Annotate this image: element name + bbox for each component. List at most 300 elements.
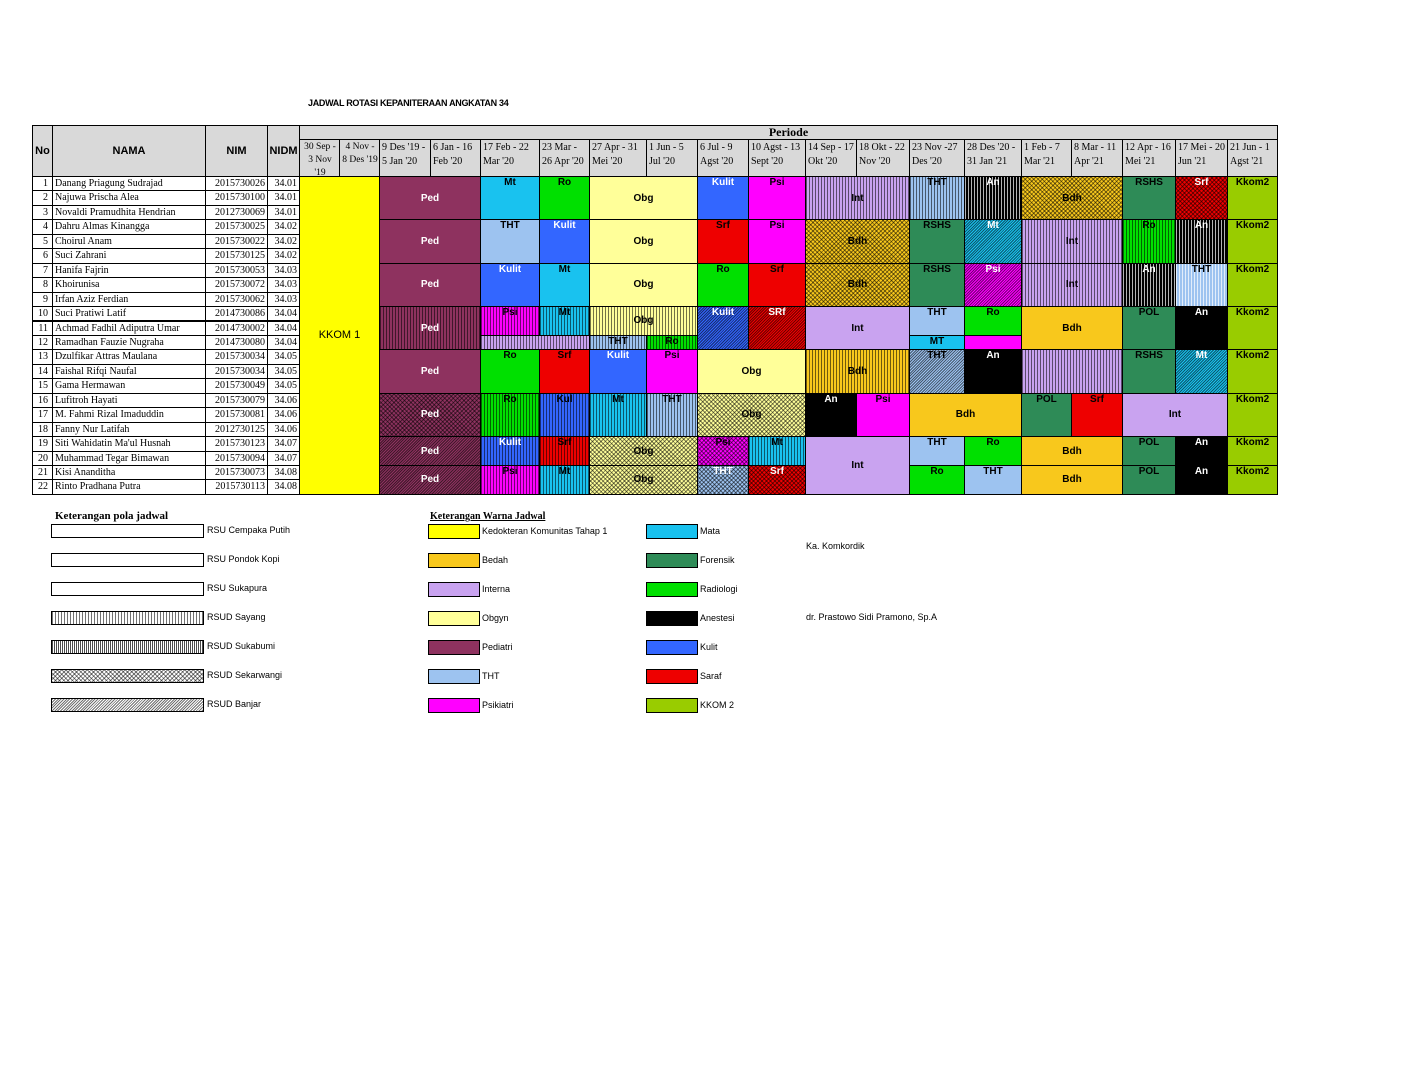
rotation-label: Psi xyxy=(985,263,1001,275)
rotation-label: Ped xyxy=(420,322,440,334)
rotation-block[interactable] xyxy=(480,263,540,307)
rotation-label: Obg xyxy=(633,315,654,327)
rotation-block[interactable] xyxy=(480,349,540,393)
table-cell-nama: Dahru Almas Kinangga xyxy=(52,219,206,234)
rotation-block[interactable] xyxy=(1021,176,1123,220)
legend-label: Interna xyxy=(482,584,511,594)
table-cell-nidm: 34.01 xyxy=(267,190,300,205)
rotation-block[interactable] xyxy=(964,349,1022,393)
rotation-block[interactable] xyxy=(1122,176,1176,220)
rotation-block[interactable] xyxy=(1227,436,1278,466)
rotation-block[interactable] xyxy=(748,436,806,466)
rotation-block[interactable] xyxy=(964,306,1022,336)
table-cell-no: 6 xyxy=(32,248,53,263)
legend-swatch xyxy=(51,553,204,567)
table-cell-nama: Siti Wahidatin Ma'ul Husnah xyxy=(52,436,206,451)
rotation-block[interactable] xyxy=(856,393,910,437)
rotation-label: Ped xyxy=(420,192,440,204)
legend-pattern-title: Keterangan pola jadwal xyxy=(55,510,169,522)
rotation-block[interactable] xyxy=(1071,393,1123,437)
rotation-block[interactable] xyxy=(379,465,481,495)
table-cell-nama: Najuwa Prischa Alea xyxy=(52,190,206,205)
rotation-block[interactable] xyxy=(1021,436,1123,466)
legend-swatch xyxy=(428,553,480,568)
rotation-block[interactable] xyxy=(1175,176,1228,220)
rotation-label: Bdh xyxy=(1062,192,1082,204)
rotation-label: Ro xyxy=(930,466,944,477)
table-cell-nim: 2015730123 xyxy=(205,436,268,451)
rotation-block[interactable] xyxy=(1227,306,1278,350)
rotation-block[interactable] xyxy=(964,263,1022,307)
rotation-label: THT xyxy=(927,350,947,362)
rotation-label: Int xyxy=(851,459,864,471)
table-cell-nama: Khoirunisa xyxy=(52,277,206,292)
rotation-label: Ro xyxy=(986,307,1000,319)
legend-label: RSU Sukapura xyxy=(207,583,268,593)
legend-label: THT xyxy=(482,671,500,681)
rotation-block[interactable] xyxy=(646,393,698,437)
rotation-block[interactable] xyxy=(1122,393,1228,437)
rotation-label: Bdh xyxy=(955,409,976,421)
rotation-block[interactable] xyxy=(379,349,481,393)
rotation-block[interactable] xyxy=(1122,465,1176,495)
rotation-label: Ped xyxy=(420,236,440,248)
table-cell-nidm: 34.04 xyxy=(267,306,300,321)
rotation-block[interactable] xyxy=(748,306,806,350)
legend-label: Bedah xyxy=(482,555,509,565)
rotation-label: Psi xyxy=(875,393,891,405)
legend-label: RSU Pondok Kopi xyxy=(207,554,280,564)
rotation-label: Kulit xyxy=(606,350,630,362)
rotation-block[interactable] xyxy=(480,335,590,350)
rotation-label: Mt xyxy=(558,307,571,319)
rotation-label: RSHS xyxy=(1135,350,1163,362)
rotation-block[interactable] xyxy=(909,436,965,466)
table-cell-no: 22 xyxy=(32,479,53,494)
rotation-block[interactable] xyxy=(1175,465,1228,495)
period-header: 10 Agst - 13 Sept '20 xyxy=(748,139,806,177)
rotation-block[interactable] xyxy=(909,335,965,350)
legend-swatch xyxy=(646,582,698,597)
rotation-block[interactable] xyxy=(480,176,540,220)
rotation-label: Int xyxy=(851,192,864,204)
rotation-block[interactable] xyxy=(697,176,749,220)
table-cell-nim: 2015730100 xyxy=(205,190,268,205)
table-cell-nama: Suci Pratiwi Latif xyxy=(52,306,206,321)
rotation-block[interactable] xyxy=(379,306,481,350)
period-header: 4 Nov - 8 Des '19 xyxy=(339,139,380,177)
rotation-label: POL xyxy=(1138,466,1160,477)
rotation-label: Ro xyxy=(503,350,517,362)
rotation-label: Int xyxy=(851,322,864,334)
table-cell-nama: Rinto Pradhana Putra xyxy=(52,479,206,494)
rotation-block[interactable] xyxy=(589,176,698,220)
table-cell-no: 20 xyxy=(32,451,53,466)
period-header: 1 Jun - 5 Jul '20 xyxy=(646,139,698,177)
rotation-block[interactable] xyxy=(805,263,910,307)
rotation-label: An xyxy=(1194,220,1209,232)
rotation-block[interactable] xyxy=(697,263,749,307)
table-cell-nim: 2015730094 xyxy=(205,451,268,466)
table-cell-nidm: 34.01 xyxy=(267,176,300,191)
rotation-label: Srf xyxy=(557,350,572,362)
table-cell-nim: 2015730025 xyxy=(205,219,268,234)
rotation-label: An xyxy=(986,350,1000,362)
rotation-label: Bdh xyxy=(1062,322,1082,334)
legend-label: Forensik xyxy=(700,555,735,565)
rotation-label: THT xyxy=(713,466,733,477)
table-cell-nidm: 34.01 xyxy=(267,205,300,220)
rotation-block[interactable] xyxy=(964,465,1022,495)
rotation-block[interactable] xyxy=(589,465,698,495)
table-cell-nim: 2015730062 xyxy=(205,292,268,307)
rotation-label: Mt xyxy=(612,393,624,405)
table-cell-no: 14 xyxy=(32,364,53,379)
legend-label: RSUD Sayang xyxy=(207,612,266,622)
rotation-label: THT xyxy=(500,220,520,232)
rotation-label: THT xyxy=(927,177,947,188)
rotation-block[interactable] xyxy=(480,465,540,495)
rotation-label: An xyxy=(1194,466,1209,477)
period-header: 6 Jul - 9 Agst '20 xyxy=(697,139,749,177)
table-cell-nidm: 34.03 xyxy=(267,277,300,292)
rotation-block[interactable] xyxy=(589,306,698,336)
rotation-block[interactable] xyxy=(1227,219,1278,263)
rotation-label: Srf xyxy=(1194,177,1209,188)
rotation-block[interactable] xyxy=(805,306,910,350)
rotation-block[interactable] xyxy=(1122,219,1176,263)
rotation-block[interactable] xyxy=(1175,263,1228,307)
rotation-block[interactable] xyxy=(539,176,590,220)
rotation-block[interactable] xyxy=(589,335,647,350)
rotation-block[interactable] xyxy=(748,219,806,263)
table-cell-nidm: 34.06 xyxy=(267,393,300,408)
rotation-block[interactable] xyxy=(480,306,540,336)
rotation-block[interactable] xyxy=(539,436,590,466)
rotation-label: Kkom2 xyxy=(1235,393,1270,405)
table-cell-nama: Danang Priagung Sudrajad xyxy=(52,176,206,191)
rotation-block[interactable] xyxy=(697,393,806,437)
rotation-label: THT xyxy=(927,307,947,319)
table-cell-nama: Faishal Rifqi Naufal xyxy=(52,364,206,379)
table-cell-no: 8 xyxy=(32,277,53,292)
table-cell-nim: 2015730081 xyxy=(205,407,268,422)
table-cell-nama: Kisi Ananditha xyxy=(52,465,206,480)
rotation-block[interactable] xyxy=(1021,263,1123,307)
period-header: 17 Feb - 22 Mar '20 xyxy=(480,139,540,177)
rotation-block[interactable] xyxy=(379,393,481,437)
table-cell-no: 11 xyxy=(32,321,53,336)
rotation-block[interactable] xyxy=(909,176,965,220)
table-cell-no: 12 xyxy=(32,335,53,350)
rotation-block[interactable] xyxy=(589,263,698,307)
rotation-block[interactable] xyxy=(1021,465,1123,495)
table-cell-nidm: 34.03 xyxy=(267,263,300,278)
rotation-block[interactable] xyxy=(964,436,1022,466)
header-periode: Periode xyxy=(299,125,1278,140)
table-cell-nim: 2015730022 xyxy=(205,234,268,249)
rotation-label: Int xyxy=(1168,409,1182,421)
table-cell-no: 21 xyxy=(32,465,53,480)
period-header: 8 Mar - 11 Apr '21 xyxy=(1071,139,1123,177)
rotation-block[interactable] xyxy=(1021,219,1123,263)
rotation-block[interactable] xyxy=(1227,263,1278,307)
rotation-label: POL xyxy=(1036,393,1057,405)
period-header: 18 Okt - 22 Nov '20 xyxy=(856,139,910,177)
table-cell-no: 18 xyxy=(32,422,53,437)
table-cell-no: 3 xyxy=(32,205,53,220)
rotation-block[interactable] xyxy=(379,176,481,220)
rotation-block[interactable] xyxy=(1175,436,1228,466)
table-cell-nim: 2015730034 xyxy=(205,364,268,379)
rotation-block[interactable] xyxy=(1021,349,1123,393)
rotation-block[interactable] xyxy=(805,436,910,495)
table-cell-nim: 2015730072 xyxy=(205,277,268,292)
table-cell-no: 13 xyxy=(32,349,53,364)
rotation-block[interactable] xyxy=(909,219,965,263)
table-cell-nidm: 34.02 xyxy=(267,248,300,263)
rotation-block[interactable] xyxy=(480,436,540,466)
rotation-label: Ro xyxy=(557,177,572,188)
legend-swatch xyxy=(646,524,698,539)
table-cell-no: 15 xyxy=(32,378,53,393)
rotation-block[interactable] xyxy=(748,263,806,307)
legend-swatch xyxy=(646,553,698,568)
period-header: 30 Sep - 3 Nov '19 xyxy=(299,139,340,177)
rotation-label: THT xyxy=(1191,263,1212,275)
rotation-block[interactable] xyxy=(539,393,590,437)
rotation-label: Int xyxy=(1065,236,1079,248)
period-header: 28 Des '20 - 31 Jan '21 xyxy=(964,139,1022,177)
table-cell-nim: 2015730034 xyxy=(205,349,268,364)
legend-swatch xyxy=(646,669,698,684)
legend-label: Pediatri xyxy=(482,642,513,652)
legend-color-title: Keterangan Warna Jadwal xyxy=(430,511,546,522)
rotation-block[interactable] xyxy=(909,393,1022,437)
rotation-block[interactable] xyxy=(1175,219,1228,263)
rotation-block[interactable] xyxy=(589,219,698,263)
rotation-block[interactable] xyxy=(589,393,647,437)
legend-swatch xyxy=(51,524,204,538)
rotation-label: Obg xyxy=(741,409,762,421)
rotation-label: Psi xyxy=(502,466,518,477)
rotation-block[interactable] xyxy=(748,465,806,495)
rotation-label: Kkom2 xyxy=(1235,437,1270,449)
legend-swatch xyxy=(646,698,698,713)
rotation-block[interactable] xyxy=(909,349,965,393)
legend-swatch xyxy=(428,698,480,713)
period-header: 23 Nov -27 Des '20 xyxy=(909,139,965,177)
table-cell-nidm: 34.02 xyxy=(267,219,300,234)
table-cell-no: 1 xyxy=(32,176,53,191)
rotation-block[interactable] xyxy=(805,176,910,220)
rotation-block[interactable] xyxy=(589,436,698,466)
table-cell-nim: 2015730073 xyxy=(205,465,268,480)
rotation-block[interactable] xyxy=(589,349,647,393)
rotation-block[interactable] xyxy=(909,306,965,336)
legend-swatch xyxy=(646,640,698,655)
rotation-block[interactable] xyxy=(1122,306,1176,350)
rotation-label: An xyxy=(986,177,1000,188)
rotation-label: Ro xyxy=(986,437,1000,449)
rotation-block[interactable] xyxy=(480,219,540,263)
rotation-block[interactable] xyxy=(1227,393,1278,437)
rotation-block[interactable] xyxy=(909,465,965,495)
rotation-block[interactable] xyxy=(379,436,481,466)
table-cell-nama: M. Fahmi Rizal Imaduddin xyxy=(52,407,206,422)
rotation-label: SRf xyxy=(768,307,786,319)
rotation-block[interactable] xyxy=(1122,436,1176,466)
rotation-block[interactable] xyxy=(646,335,698,350)
rotation-block[interactable] xyxy=(1227,465,1278,495)
header-nim: NIM xyxy=(205,125,268,177)
rotation-label: Kkom2 xyxy=(1235,177,1270,188)
rotation-label: Bdh xyxy=(847,366,868,378)
rotation-label: RSHS xyxy=(923,263,951,275)
table-cell-no: 5 xyxy=(32,234,53,249)
table-cell-nama: Choirul Anam xyxy=(52,234,206,249)
rotation-label: THT xyxy=(927,437,947,449)
period-header: 12 Apr - 16 Mei '21 xyxy=(1122,139,1176,177)
signature-role: Ka. Komkordik xyxy=(806,541,865,551)
rotation-label: Srf xyxy=(770,466,784,477)
rotation-block[interactable] xyxy=(299,176,380,495)
legend-swatch xyxy=(428,669,480,684)
rotation-label: Kkom2 xyxy=(1235,307,1270,319)
legend-label: Radiologi xyxy=(700,584,738,594)
rotation-block[interactable] xyxy=(1021,393,1072,437)
rotation-label: Kulit xyxy=(711,177,735,188)
table-cell-nidm: 34.07 xyxy=(267,436,300,451)
legend-label: Obgyn xyxy=(482,613,509,623)
rotation-block[interactable] xyxy=(379,263,481,307)
rotation-label: Kkom2 xyxy=(1235,350,1270,362)
rotation-label: Int xyxy=(1065,279,1079,291)
table-cell-nim: 2012730069 xyxy=(205,205,268,220)
legend-label: KKOM 2 xyxy=(700,700,735,710)
rotation-block[interactable] xyxy=(697,349,806,393)
rotation-label: Ped xyxy=(420,366,440,378)
table-cell-no: 9 xyxy=(32,292,53,307)
rotation-block[interactable] xyxy=(748,176,806,220)
table-cell-nim: 2015730125 xyxy=(205,248,268,263)
rotation-label: Ped xyxy=(420,474,440,486)
rotation-label: An xyxy=(1194,437,1209,449)
rotation-label: THT xyxy=(662,393,682,405)
rotation-label: Ped xyxy=(420,409,440,421)
header-nidm: NIDM xyxy=(267,125,300,177)
schedule-table xyxy=(0,0,1408,520)
rotation-block[interactable] xyxy=(379,219,481,263)
rotation-block[interactable] xyxy=(539,465,590,495)
rotation-block[interactable] xyxy=(805,219,910,263)
rotation-label: RSHS xyxy=(1135,177,1163,188)
legend-label: Psikiatri xyxy=(482,700,514,710)
rotation-block[interactable] xyxy=(480,393,540,437)
rotation-block[interactable] xyxy=(805,349,910,393)
rotation-block[interactable] xyxy=(539,349,590,393)
rotation-label: Kulit xyxy=(553,220,576,232)
period-header: 27 Apr - 31 Mei '20 xyxy=(589,139,647,177)
rotation-block[interactable] xyxy=(1122,349,1176,393)
table-cell-nidm: 34.06 xyxy=(267,407,300,422)
legend-label: RSU Cempaka Putih xyxy=(207,525,291,535)
period-header: 14 Sep - 17 Okt '20 xyxy=(805,139,857,177)
rotation-label: Srf xyxy=(770,263,784,275)
rotation-label: Obg xyxy=(633,474,654,486)
period-header: 23 Mar - 26 Apr '20 xyxy=(539,139,590,177)
period-header: 1 Feb - 7 Mar '21 xyxy=(1021,139,1072,177)
rotation-label: Kkom2 xyxy=(1235,263,1270,275)
table-cell-nidm: 34.08 xyxy=(267,479,300,494)
rotation-label: Obg xyxy=(633,445,654,457)
rotation-label: Ped xyxy=(420,279,440,291)
rotation-label: Kulit xyxy=(711,307,735,319)
rotation-block[interactable] xyxy=(964,176,1022,220)
rotation-label: MT xyxy=(929,335,945,347)
rotation-block[interactable] xyxy=(539,306,590,336)
table-cell-no: 17 xyxy=(32,407,53,422)
table-cell-nim: 2012730125 xyxy=(205,422,268,437)
table-cell-no: 16 xyxy=(32,393,53,408)
rotation-block[interactable] xyxy=(697,219,749,263)
signature-name: dr. Prastowo Sidi Pramono, Sp.A xyxy=(806,612,938,622)
table-cell-nidm: 34.03 xyxy=(267,292,300,307)
rotation-block[interactable] xyxy=(539,219,590,263)
rotation-label: Obg xyxy=(633,192,654,204)
rotation-block[interactable] xyxy=(1227,349,1278,393)
legend-swatch xyxy=(51,669,204,683)
table-cell-nim: 2015730049 xyxy=(205,378,268,393)
rotation-block[interactable] xyxy=(539,263,590,307)
rotation-label: THT xyxy=(608,335,628,347)
rotation-block[interactable] xyxy=(964,219,1022,263)
rotation-block[interactable] xyxy=(1175,306,1228,350)
rotation-block[interactable] xyxy=(964,335,1022,350)
rotation-label: Bdh xyxy=(847,279,868,291)
period-header: 9 Des '19 - 5 Jan '20 xyxy=(379,139,431,177)
rotation-block[interactable] xyxy=(1175,349,1228,393)
table-cell-nidm: 34.02 xyxy=(267,234,300,249)
legend-label: Saraf xyxy=(700,671,722,681)
rotation-label: Kulit xyxy=(498,437,522,449)
rotation-label: Kkom2 xyxy=(1235,466,1270,477)
rotation-block[interactable] xyxy=(1021,306,1123,350)
rotation-block[interactable] xyxy=(1227,176,1278,220)
rotation-block[interactable] xyxy=(909,263,965,307)
rotation-label: Kul xyxy=(556,393,573,405)
legend-swatch xyxy=(51,698,204,712)
legend-swatch xyxy=(51,611,204,625)
rotation-label: Obg xyxy=(741,366,762,378)
rotation-label: Mt xyxy=(504,177,516,188)
rotation-label: Ped xyxy=(420,445,440,457)
rotation-block[interactable] xyxy=(805,393,857,437)
rotation-block[interactable] xyxy=(646,349,698,393)
rotation-label: Mt xyxy=(558,263,571,275)
rotation-block[interactable] xyxy=(1122,263,1176,307)
legend-swatch xyxy=(646,611,698,626)
table-cell-no: 10 xyxy=(32,306,53,321)
rotation-label: Bdh xyxy=(847,236,868,248)
rotation-block[interactable] xyxy=(697,436,749,466)
legend-swatch xyxy=(428,582,480,597)
rotation-block[interactable] xyxy=(697,306,749,350)
rotation-label: Mt xyxy=(987,220,999,232)
rotation-label: An xyxy=(1194,307,1209,319)
rotation-block[interactable] xyxy=(697,465,749,495)
table-cell-nim: 2014730002 xyxy=(205,321,268,336)
